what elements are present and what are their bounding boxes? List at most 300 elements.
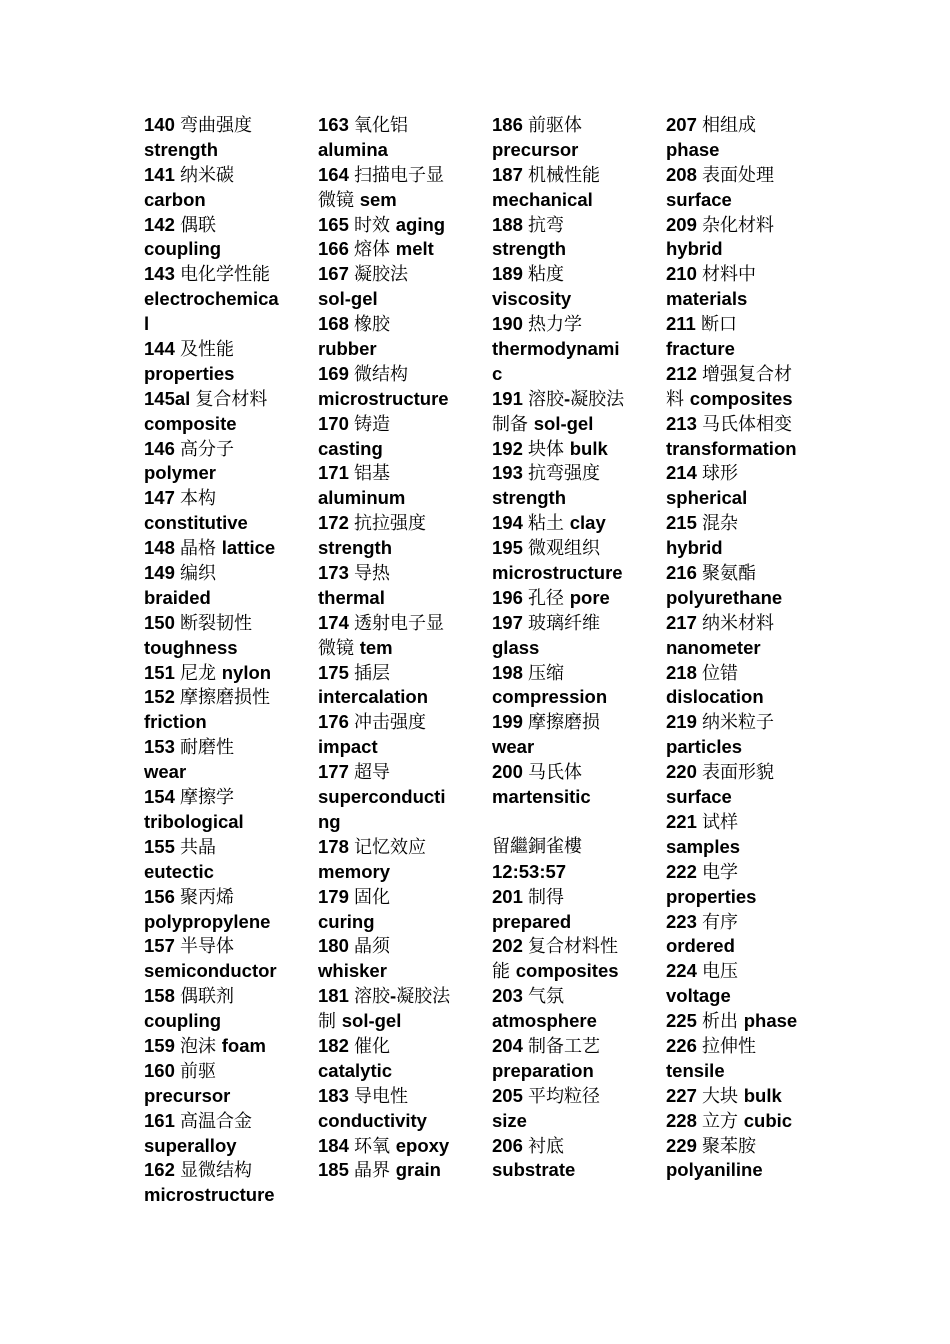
glossary-line [492,685,664,710]
chinese-text: 微结构 [354,363,409,385]
term-text: 195 [492,537,529,559]
term-text: 170 [318,412,355,434]
glossary-line [318,661,490,686]
glossary-line [318,1134,490,1159]
term-text: viscosity [492,288,572,310]
term-text: 148 [144,537,181,559]
glossary-line [318,685,490,710]
chinese-text: 溶胶 [528,388,565,410]
glossary-line [492,959,664,984]
term-text: 228 [666,1109,703,1131]
term-text: 167 [318,263,355,285]
term-text: 164 [318,163,355,185]
chinese-text: 导热 [354,563,391,585]
term-text: tribological [144,810,244,832]
term-text: 161 [144,1109,181,1131]
term-text: 171 [318,462,355,484]
term-text: hybrid [666,537,723,559]
glossary-line [492,237,664,262]
term-text: 190 [492,313,529,335]
glossary-line [144,113,316,138]
chinese-text: 微观组织 [528,538,601,560]
glossary-line [144,1109,316,1134]
chinese-text: 机械性能 [528,164,601,186]
term-text: 144 [144,338,181,360]
term-text: 225 [666,1010,703,1032]
glossary-line [144,810,316,835]
term-text: martensitic [492,786,591,808]
term-text: 179 [318,885,355,907]
chinese-text: 块体 [528,438,570,460]
term-text: strength [144,138,218,160]
glossary-line [318,760,490,785]
glossary-line [318,636,490,661]
glossary-line [492,188,664,213]
term-text: 174 [318,611,355,633]
term-text: 217 [666,611,703,633]
glossary-line [492,1134,664,1159]
chinese-text: 增强复合材 [702,363,793,385]
term-text: 194 [492,512,529,534]
glossary-line [666,835,838,860]
term-text: thermodynami [492,338,620,360]
glossary-line [144,213,316,238]
glossary-line [492,113,664,138]
glossary-line [318,1158,490,1183]
term-text: 203 [492,985,529,1007]
glossary-line [666,312,838,337]
chinese-text: 复合材料 [195,388,268,410]
glossary-line [144,611,316,636]
chinese-text: 弯曲强度 [180,115,253,136]
glossary-line [492,262,664,287]
chinese-text: 超导 [354,762,391,784]
term-text: 143 [144,263,181,285]
chinese-text: 电压 [702,961,739,983]
chinese-text: 铸造 [354,413,391,435]
chinese-text: 制得 [528,886,565,908]
chinese-text: 析出 [702,1011,744,1033]
glossary-line [492,362,664,387]
term-text: phase [666,138,720,160]
term-text: thermal [318,586,385,608]
term-text: strength [492,238,566,260]
glossary-line [144,287,316,312]
glossary-line [318,910,490,935]
term-text: 140 [144,114,181,135]
term-text: lattice [221,537,276,559]
glossary-line [144,959,316,984]
term-text: aging [395,213,446,235]
glossary-line [666,760,838,785]
glossary-line [492,1084,664,1109]
term-text: bulk [743,1084,782,1106]
glossary-line [666,1009,838,1034]
term-text: composite [144,412,237,434]
chinese-text: 聚氨酯 [702,563,757,585]
chinese-text: 制 [318,1011,342,1033]
chinese-text: 制备工艺 [528,1035,601,1057]
glossary-line [666,237,838,262]
chinese-text: 及性能 [180,339,235,361]
glossary-line [318,835,490,860]
term-text: clay [569,512,606,534]
glossary-line [666,934,838,959]
glossary-line [144,437,316,462]
glossary-line [492,561,664,586]
glossary-line [666,412,838,437]
glossary-line [318,1059,490,1084]
term-text: 202 [492,935,529,957]
glossary-line [318,461,490,486]
term-text: atmosphere [492,1010,597,1032]
glossary-line [492,586,664,611]
glossary-line [666,362,838,387]
term-text: polymer [144,462,216,484]
term-text: 185 [318,1159,355,1181]
glossary-line [666,685,838,710]
term-text: nylon [221,661,272,683]
chinese-text: 凝胶法 [570,388,625,410]
glossary-line [666,536,838,561]
term-text: surface [666,786,732,808]
glossary-line [666,287,838,312]
term-text: catalytic [318,1059,393,1081]
term-text: surface [666,188,732,210]
glossary-line [492,511,664,536]
glossary-line [666,561,838,586]
glossary-line [318,412,490,437]
term-text: 207 [666,114,703,135]
glossary-line [318,710,490,735]
term-text: 229 [666,1134,703,1156]
chinese-text: 热力学 [528,314,583,336]
chinese-text: 平均粒径 [528,1085,601,1107]
term-text: pore [569,586,610,608]
glossary-line [144,910,316,935]
chinese-text: 表面形貌 [702,762,775,784]
glossary-line [318,934,490,959]
term-text: 181 [318,985,355,1007]
term-text: memory [318,860,390,882]
glossary-line [492,337,664,362]
term-text: - [564,387,571,409]
glossary-line [144,312,316,337]
chinese-text: 晶须 [354,936,391,958]
term-text: 151 [144,661,181,683]
term-text: 209 [666,213,703,235]
term-text: wear [144,761,187,783]
glossary-line [666,785,838,810]
chinese-text: 球形 [702,463,739,485]
glossary-line [666,636,838,661]
term-text: 155 [144,835,181,857]
chinese-text: 杂化材料 [702,214,775,236]
glossary-line [492,785,664,810]
glossary-line [492,735,664,760]
term-text: sol-gel [533,412,594,434]
term-text: 188 [492,213,529,235]
chinese-text: 马氏体相变 [702,413,793,435]
chinese-text: 试样 [702,811,739,833]
term-text: 178 [318,835,355,857]
term-text: 146 [144,437,181,459]
chinese-text: 纳米材料 [702,612,775,634]
chinese-text: 断口 [701,314,737,336]
glossary-line [666,486,838,511]
term-text: 177 [318,761,355,783]
glossary-line [144,586,316,611]
glossary-line [666,661,838,686]
glossary-line [144,785,316,810]
chinese-text: 断裂韧性 [180,612,253,634]
term-text: sem [359,188,397,210]
term-text: sol-gel [318,288,378,310]
term-text: 165 [318,213,355,235]
glossary-line [492,1109,664,1134]
glossary-line [318,262,490,287]
glossary-line [318,561,490,586]
glossary-line [318,113,490,138]
glossary-line [492,934,664,959]
term-text: 176 [318,711,355,733]
chinese-text: 前驱体 [528,115,583,136]
chinese-text: 立方 [702,1110,744,1132]
chinese-text: 微镜 [318,637,360,659]
glossary-line [666,710,838,735]
term-text: 180 [318,935,355,957]
glossary-line [144,636,316,661]
glossary-line [666,1109,838,1134]
term-text: 163 [318,114,355,135]
chinese-text: 晶界 [354,1160,396,1182]
glossary-line [492,835,664,860]
chinese-text: 扫描电子显 [354,164,445,186]
glossary-line [492,387,664,412]
glossary-line [318,1109,490,1134]
glossary-line [318,810,490,835]
glossary-line [318,163,490,188]
term-text: 198 [492,661,529,683]
term-text: l [144,313,150,335]
chinese-text: 相组成 [702,115,757,136]
term-text: tem [359,636,393,658]
glossary-line [666,1059,838,1084]
chinese-text: 固化 [354,886,391,908]
glossary-line [318,885,490,910]
glossary-line [318,188,490,213]
glossary-line [318,312,490,337]
glossary-line [666,984,838,1009]
glossary-line [492,860,664,885]
glossary-column-3 [492,113,664,1183]
term-text: 218 [666,661,703,683]
glossary-line [144,163,316,188]
glossary-line [666,387,838,412]
term-text: ordered [666,935,735,957]
glossary-line [666,437,838,462]
chinese-text: 摩擦磨损 [528,712,601,734]
glossary-line [492,312,664,337]
chinese-text: 衬底 [528,1135,565,1157]
chinese-text: 泡沫 [180,1035,222,1057]
term-text: 183 [318,1084,355,1106]
glossary-line [666,113,838,138]
glossary-column-2 [318,113,490,1183]
glossary-line [318,437,490,462]
glossary-line [492,163,664,188]
term-text: toughness [144,636,238,658]
term-text: 182 [318,1034,355,1056]
term-text: ng [318,810,341,832]
glossary-line [318,511,490,536]
glossary-line [492,611,664,636]
glossary-line [144,1009,316,1034]
glossary-line [144,1183,316,1208]
glossary-line [144,661,316,686]
term-text: 215 [666,512,703,534]
glossary-line [144,735,316,760]
term-text: bulk [569,437,608,459]
glossary-line [666,611,838,636]
term-text: 141 [144,163,181,185]
glossary-line [144,412,316,437]
term-text: 12:53:57 [492,860,567,882]
glossary-line [318,213,490,238]
glossary-line [492,287,664,312]
term-text: 149 [144,562,181,584]
glossary-line [144,188,316,213]
term-text: 147 [144,487,181,509]
term-text: 205 [492,1084,529,1106]
glossary-line [318,959,490,984]
chinese-text: 高温合金 [180,1110,253,1132]
term-text: compression [492,686,608,708]
chinese-text: 溶胶 [354,986,391,1008]
term-text: 153 [144,736,181,758]
chinese-text: 孔径 [528,587,570,609]
glossary-line [492,910,664,935]
glossary-line [492,810,664,835]
term-text: 166 [318,238,355,260]
glossary-line [144,262,316,287]
term-text: properties [144,362,235,384]
term-text: properties [666,885,757,907]
glossary-line [666,860,838,885]
glossary-line [666,1084,838,1109]
term-text: 226 [666,1034,703,1056]
term-text: epoxy [395,1134,450,1156]
term-text: 216 [666,562,703,584]
glossary-line [666,885,838,910]
glossary-line [492,213,664,238]
glossary-line [144,835,316,860]
term-text: 211 [666,313,701,335]
chinese-text: 氧化铝 [354,115,409,136]
glossary-line [666,1158,838,1183]
glossary-line [666,511,838,536]
term-text: size [492,1109,527,1131]
glossary-line [318,1034,490,1059]
chinese-text: 气氛 [528,986,565,1008]
glossary-line [144,387,316,412]
glossary-line [144,860,316,885]
term-text: 199 [492,711,529,733]
term-text: glass [492,636,540,658]
term-text: 193 [492,462,529,484]
term-text: preparation [492,1059,594,1081]
glossary-line [144,685,316,710]
glossary-line [492,437,664,462]
term-text: voltage [666,985,731,1007]
chinese-text: 催化 [354,1035,391,1057]
chinese-text: 本构 [180,488,217,510]
glossary-line [144,1059,316,1084]
chinese-text: 压缩 [528,662,565,684]
glossary-line [666,461,838,486]
term-text: 184 [318,1134,355,1156]
term-text: - [390,985,397,1007]
term-text: tensile [666,1059,725,1081]
term-text: microstructure [144,1184,275,1206]
glossary-line [666,1134,838,1159]
glossary-line [666,337,838,362]
term-text: 160 [144,1059,181,1081]
glossary-line [666,1034,838,1059]
chinese-text: 偶联剂 [180,986,235,1008]
term-text: conductivity [318,1109,427,1131]
glossary-line [318,337,490,362]
glossary-line [318,486,490,511]
glossary-line [666,735,838,760]
chinese-text: 微镜 [318,189,360,211]
glossary-line [492,661,664,686]
chinese-text: 制备 [492,413,534,435]
term-text: polypropylene [144,910,271,932]
glossary-line [492,1034,664,1059]
chinese-text: 耐磨性 [180,737,235,759]
chinese-text: 拉伸性 [702,1035,757,1057]
term-text: 189 [492,263,529,285]
term-text: 197 [492,611,529,633]
chinese-text: 马氏体 [528,762,583,784]
term-text: 227 [666,1084,703,1106]
chinese-text: 抗弯强度 [528,463,601,485]
glossary-line [144,138,316,163]
chinese-text: 前驱 [180,1060,217,1082]
term-text: 214 [666,462,703,484]
chinese-text: 记忆效应 [354,836,427,858]
chinese-text: 留繼銅雀樓 [492,835,582,857]
glossary-line [144,337,316,362]
term-text: 196 [492,586,529,608]
chinese-text: 料 [666,388,690,410]
chinese-text: 位错 [702,662,739,684]
term-text: precursor [144,1084,231,1106]
term-text: particles [666,736,743,758]
chinese-text: 复合材料性 [528,936,619,958]
term-text: 169 [318,362,355,384]
term-text: impact [318,736,378,758]
chinese-text: 凝胶法 [396,986,451,1008]
glossary-line [144,1034,316,1059]
glossary-line [492,1009,664,1034]
term-text: 156 [144,885,181,907]
term-text: 191 [492,387,529,409]
term-text: 220 [666,761,703,783]
term-text: 201 [492,885,529,907]
glossary-line [144,486,316,511]
